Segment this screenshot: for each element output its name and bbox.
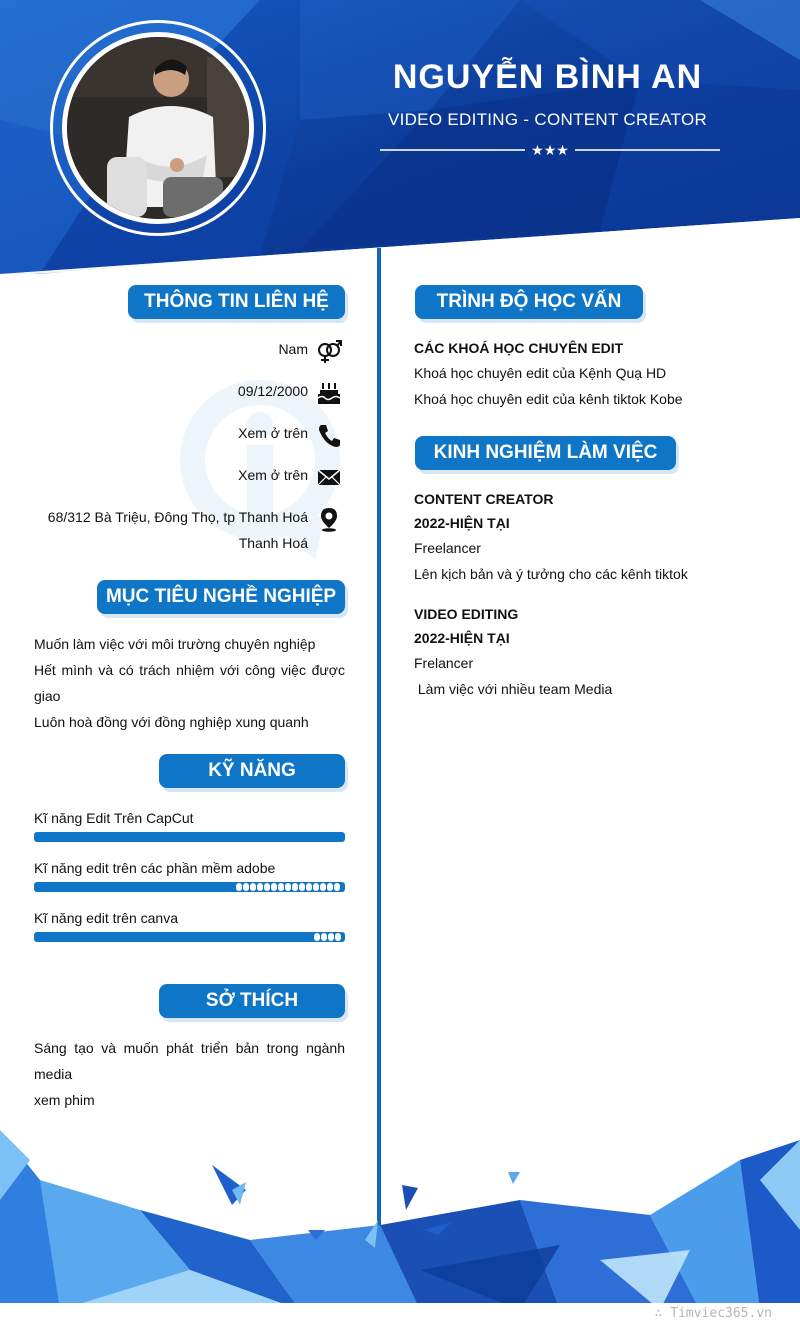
education-heading: CÁC KHOÁ HỌC CHUYÊN EDIT bbox=[414, 340, 624, 356]
skill-bar bbox=[34, 932, 345, 942]
hobby-line: media bbox=[34, 1066, 73, 1082]
location-pin-icon bbox=[316, 506, 342, 532]
hobby-line: Sáng tạo và muốn phát triển bản trong ngành bbox=[34, 1040, 345, 1056]
contact-address-line2: Thanh Hoá bbox=[238, 535, 308, 551]
skill-label: Kĩ năng edit trên các phần mềm adobe bbox=[34, 860, 276, 876]
skill-bar-empty bbox=[314, 932, 345, 942]
skill-bar-empty bbox=[236, 882, 345, 892]
section-title-experience: KINH NGHIỆM LÀM VIỆC bbox=[415, 436, 676, 470]
education-line: Khoá học chuyên edit của kênh tiktok Kobe bbox=[414, 391, 683, 407]
contact-gender: Nam bbox=[278, 341, 308, 357]
section-title-contact: THÔNG TIN LIÊN HỆ bbox=[128, 285, 345, 319]
hobby-line: xem phim bbox=[34, 1092, 95, 1108]
section-title-objective: MỤC TIÊU NGHỀ NGHIỆP bbox=[97, 580, 345, 614]
svg-text:★★★: ★★★ bbox=[531, 143, 569, 159]
candidate-role: VIDEO EDITING - CONTENT CREATOR bbox=[387, 110, 708, 129]
objective-line: Muốn làm việc với môi trường chuyên nghiệp bbox=[34, 636, 316, 652]
skill-label: Kĩ năng edit trên canva bbox=[34, 910, 178, 926]
skill-bar bbox=[34, 882, 345, 892]
education-line: Khoá học chuyên edit của Kệnh Quạ HD bbox=[414, 365, 667, 381]
objective-line: Hết mình và có trách nhiệm với công việc được bbox=[34, 662, 345, 678]
center-divider bbox=[377, 248, 381, 1264]
footer-background bbox=[0, 1120, 800, 1310]
skill-label: Kĩ năng Edit Trên CapCut bbox=[34, 810, 194, 826]
objective-line: giao bbox=[34, 688, 61, 704]
footer-credit: ∴ Timviec365.vn bbox=[654, 1306, 772, 1321]
avatar bbox=[62, 32, 254, 224]
birthday-cake-icon bbox=[316, 380, 342, 406]
job-company: Freelancer bbox=[414, 540, 481, 556]
header-divider bbox=[380, 140, 720, 160]
job-description: Làm việc với nhiều team Media bbox=[414, 681, 613, 697]
contact-address-line1: 68/312 Bà Triệu, Đông Thọ, tp Thanh Hoá bbox=[47, 509, 308, 525]
phone-icon bbox=[316, 422, 342, 448]
gender-icon bbox=[316, 338, 342, 364]
objective-line: Luôn hoà đồng với đồng nghiệp xung quanh bbox=[34, 714, 309, 730]
job-position: VIDEO EDITING bbox=[414, 606, 519, 622]
job-position: CONTENT CREATOR bbox=[414, 491, 554, 507]
job-period: 2022-HIỆN TẠI bbox=[414, 515, 510, 531]
candidate-name: NGUYỄN BÌNH AN bbox=[392, 58, 703, 96]
contact-email: Xem ở trên bbox=[238, 467, 308, 483]
job-company: Frelancer bbox=[414, 655, 474, 671]
section-title-hobbies: SỞ THÍCH bbox=[159, 984, 345, 1018]
section-title-skills: KỸ NĂNG bbox=[159, 754, 345, 788]
skill-bar bbox=[34, 832, 345, 842]
section-title-education: TRÌNH ĐỘ HỌC VẤN bbox=[415, 285, 643, 319]
mail-icon bbox=[316, 464, 342, 490]
job-period: 2022-HIỆN TẠI bbox=[414, 630, 510, 646]
job-description: Lên kịch bản và ý tưởng cho các kênh tiktok bbox=[414, 566, 688, 582]
contact-birthday: 09/12/2000 bbox=[237, 383, 308, 399]
contact-phone: Xem ở trên bbox=[238, 425, 308, 441]
